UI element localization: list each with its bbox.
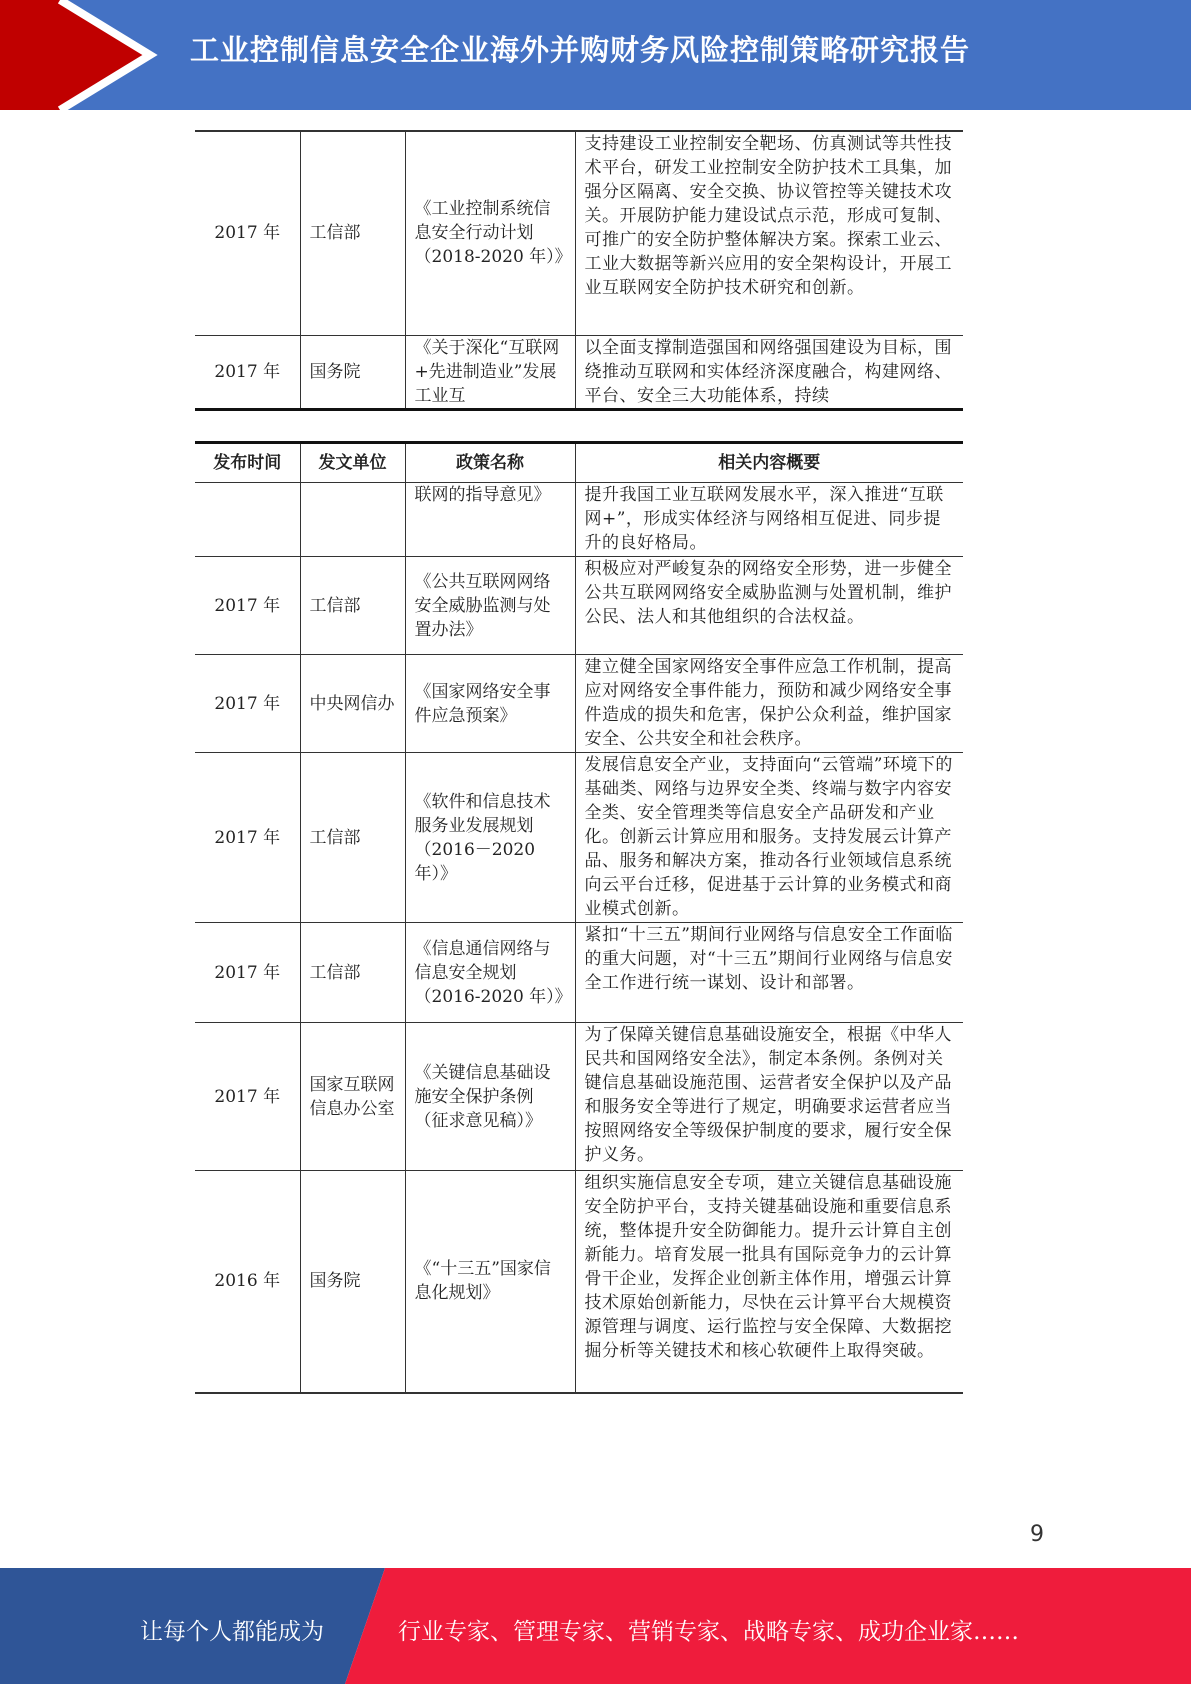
policy-cell: 联网的指导意见》 [405,483,575,557]
unit-cell: 国家互联网信息办公室 [300,1023,405,1171]
table-row [195,655,963,753]
year-cell: 2017 年 [195,131,300,335]
table-row [195,923,963,1023]
footer-slogan-right: 行业专家、管理专家、营销专家、战略专家、成功企业家…… [398,1619,1019,1645]
unit-cell [300,483,405,557]
footer-banner [0,1568,1191,1684]
unit-cell: 中央网信办 [300,655,405,753]
report-title: 工业控制信息安全企业海外并购财务风险控制策略研究报告 [190,33,971,67]
policy-cell: 《国家网络安全事件应急预案》 [405,655,575,753]
year-cell: 2017 年 [195,335,300,409]
unit-cell: 工信部 [300,923,405,1023]
table-row [195,335,963,409]
content-cell: 为了保障关键信息基础设施安全，根据《中华人民共和国网络安全法》，制定本条例。条例对关键信息基础设施范围、运营者安全保护以及产品和服务安全等进行了规定，明确要求运营者应当按照网络安全等级保护制度的要求，履行安全保护义务。 [575,1023,963,1171]
year-cell: 2017 年 [195,557,300,655]
policy-cell: 《关键信息基础设施安全保护条例（征求意见稿）》 [405,1023,575,1171]
table-header-row [195,443,963,483]
header-unit: 发文单位 [300,443,405,483]
policy-table [195,441,963,1394]
year-cell: 2016 年 [195,1171,300,1393]
year-cell: 2017 年 [195,753,300,923]
table-row [195,1023,963,1171]
policy-cell: 《关于深化“互联网+先进制造业”发展工业互 [405,335,575,409]
policy-cell: 《工业控制系统信息安全行动计划（2018-2020 年）》 [405,131,575,335]
header-banner [0,0,1191,110]
policy-table-continued [195,130,963,411]
table-row [195,131,963,335]
unit-cell: 国务院 [300,1171,405,1393]
table-row [195,1171,963,1393]
policy-cell: 《软件和信息技术服务业发展规划（2016－2020 年）》 [405,753,575,923]
unit-cell: 工信部 [300,131,405,335]
policy-cell: 《公共互联网网络安全威胁监测与处置办法》 [405,557,575,655]
unit-cell: 国务院 [300,335,405,409]
policy-cell: 《“十三五”国家信息化规划》 [405,1171,575,1393]
year-cell: 2017 年 [195,655,300,753]
content-cell: 发展信息安全产业，支持面向“云管端”环境下的基础类、网络与边界安全类、终端与数字内容安全类、安全管理类等信息安全产品研发和产业化。创新云计算应用和服务。支持发展云计算产品、服务和解决方案，推动各行业领域信息系统向云平台迁移，促进基于云计算的业务模式和商业模式创新。 [575,753,963,923]
header-year: 发布时间 [195,443,300,483]
content-cell: 紧扣“十三五”期间行业网络与信息安全工作面临的重大问题，对“十三五”期间行业网络与信息安全工作进行统一谋划、设计和部署。 [575,923,963,1023]
table-row [195,753,963,923]
header-content: 相关内容概要 [575,443,963,483]
footer-slogan-left: 让每个人都能成为 [140,1619,324,1645]
content-cell: 以全面支撑制造强国和网络强国建设为目标，围绕推动互联网和实体经济深度融合，构建网络、平台、安全三大功能体系，持续 [575,335,963,409]
table-row [195,483,963,557]
content-cell: 组织实施信息安全专项，建立关键信息基础设施安全防护平台，支持关键基础设施和重要信息系统，整体提升安全防御能力。提升云计算自主创新能力。培育发展一批具有国际竞争力的云计算骨干企业，发挥企业创新主体作用，增强云计算技术原始创新能力，尽快在云计算平台大规模资源管理与调度、运行监控与安全保障、大数据挖掘分析等关键技术和核心软硬件上取得突破。 [575,1171,963,1393]
content-cell: 支持建设工业控制安全靶场、仿真测试等共性技术平台，研发工业控制安全防护技术工具集，加强分区隔离、安全交换、协议管控等关键技术攻关。开展防护能力建设试点示范，形成可复制、可推广的安全防护整体解决方案。探索工业云、工业大数据等新兴应用的安全架构设计，开展工业互联网安全防护技术研究和创新。 [575,131,963,335]
policy-cell: 《信息通信网络与信息安全规划（2016-2020 年）》 [405,923,575,1023]
unit-cell: 工信部 [300,753,405,923]
content-cell: 积极应对严峻复杂的网络安全形势，进一步健全公共互联网网络安全威胁监测与处置机制，维护公民、法人和其他组织的合法权益。 [575,557,963,655]
year-cell [195,483,300,557]
table-row [195,557,963,655]
page-number: 9 [1030,1522,1044,1547]
content-cell: 建立健全国家网络安全事件应急工作机制，提高应对网络安全事件能力，预防和减少网络安全事件造成的损失和危害，保护公众利益，维护国家安全、公共安全和社会秩序。 [575,655,963,753]
unit-cell: 工信部 [300,557,405,655]
header-policy: 政策名称 [405,443,575,483]
content-cell: 提升我国工业互联网发展水平，深入推进“互联网+”，形成实体经济与网络相互促进、同步提升的良好格局。 [575,483,963,557]
year-cell: 2017 年 [195,923,300,1023]
year-cell: 2017 年 [195,1023,300,1171]
